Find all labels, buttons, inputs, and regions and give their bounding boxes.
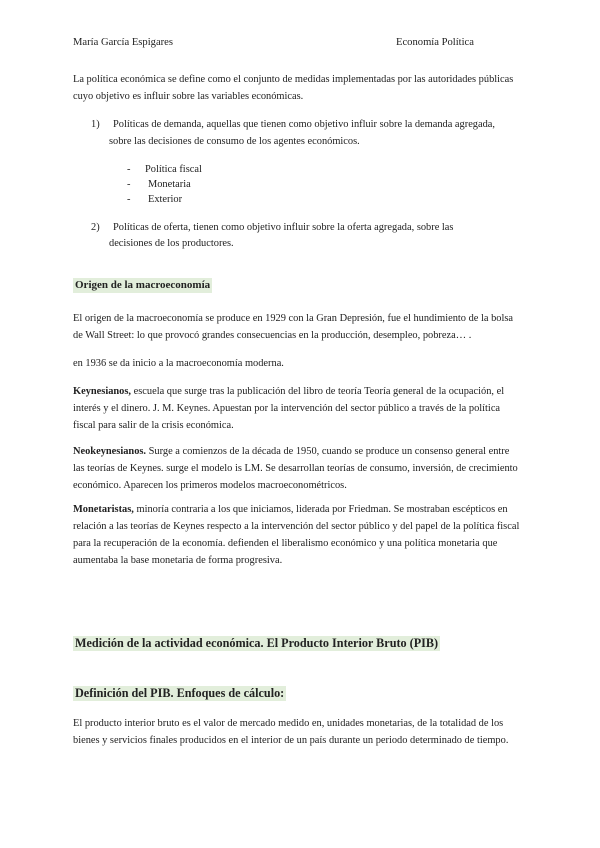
intro-paragraph: La política económica se define como el conjunto de medidas implementadas por las autoridades públicas cuyo objetivo es influir sobre las variables económicas. xyxy=(73,74,514,102)
section-heading-measurement: Medición de la actividad económica. El Producto Interior Bruto (PIB) xyxy=(75,636,439,650)
header-subject: Economía Política xyxy=(396,37,474,48)
monetarists-term: Monetaristas, xyxy=(73,504,134,515)
origin-paragraph: El origen de la macroeconomía se produce en 1929 con la Gran Depresión, fue el hundimiento de la bolsa de Wall Street: lo que provocó grandes consecuencias en la producción, desempleo, pobreza… . xyxy=(73,313,514,341)
neokeynesians-text: Surge a comienzos de la década de 1950, cuando se produce un consenso general entre las teorías de Keynes. surge el modelo is LM. Se desarrollan teorías de consumo, inversión, de crecimiento económico. Aparecen los primeros modelos macroeconométricos. xyxy=(73,446,518,491)
list-item-demand-cont: sobre las decisiones de consumo de los agentes económicos. xyxy=(109,136,360,147)
list-item-demand xyxy=(91,116,495,133)
list-item-supply-cont: decisiones de los productores. xyxy=(109,238,234,249)
list-item-supply xyxy=(91,219,453,236)
bullet-text: Monetaria xyxy=(148,179,191,190)
pib-definition-paragraph: El producto interior bruto es el valor de mercado medido en, unidades monetarias, de la totalidad de los bienes y servicios finales producidos en el interior de un país durante un periodo determinado de tiempo. xyxy=(73,718,509,746)
keynesians-paragraph xyxy=(73,383,523,434)
section-heading-origin: Origen de la macroeconomía xyxy=(75,279,211,291)
list-number: 1) xyxy=(91,119,100,130)
bullet-text: Política fiscal xyxy=(145,164,202,175)
bullet-dash: - xyxy=(127,194,131,205)
section-heading-pib-definition: Definición del PIB. Enfoques de cálculo: xyxy=(75,686,285,700)
keynesians-text: escuela que surge tras la publicación del libro de teoría Teoría general de la ocupación, el interés y el dinero. J. M. Keynes. Apuestan por la intervención del sector público a través de la política fiscal para salir de la crisis económica. xyxy=(73,386,505,431)
list-item-line: Políticas de demanda, aquellas que tienen como objetivo influir sobre la demanda agregada, xyxy=(113,119,496,130)
neokeynesians-paragraph xyxy=(73,443,523,494)
origin-paragraph-cont: en 1936 se da inicio a la macroeconomía moderna. xyxy=(73,358,284,369)
bullet-item xyxy=(127,191,182,208)
monetarists-paragraph xyxy=(73,501,523,569)
monetarists-text: minoría contraria a los que iniciamos, liderada por Friedman. Se mostraban escépticos en relación a las teorías de Keynes respecto a la intervención del sector público y del papel de la política fiscal para la recuperación de la economía. defienden el liberalismo económico y una política monetaria que aumentaba la base monetaria de forma progresiva. xyxy=(73,504,520,566)
neokeynesians-term: Neokeynesianos. xyxy=(73,446,147,457)
keynesians-term: Keynesianos, xyxy=(73,386,132,397)
header-author: María García Espigares xyxy=(73,37,174,48)
list-item-line: Políticas de oferta, tienen como objetivo influir sobre la oferta agregada, sobre las xyxy=(113,222,454,233)
bullet-dash: - xyxy=(127,179,131,190)
list-number: 2) xyxy=(91,222,100,233)
bullet-text: Exterior xyxy=(148,194,183,205)
bullet-dash: - xyxy=(127,164,131,175)
